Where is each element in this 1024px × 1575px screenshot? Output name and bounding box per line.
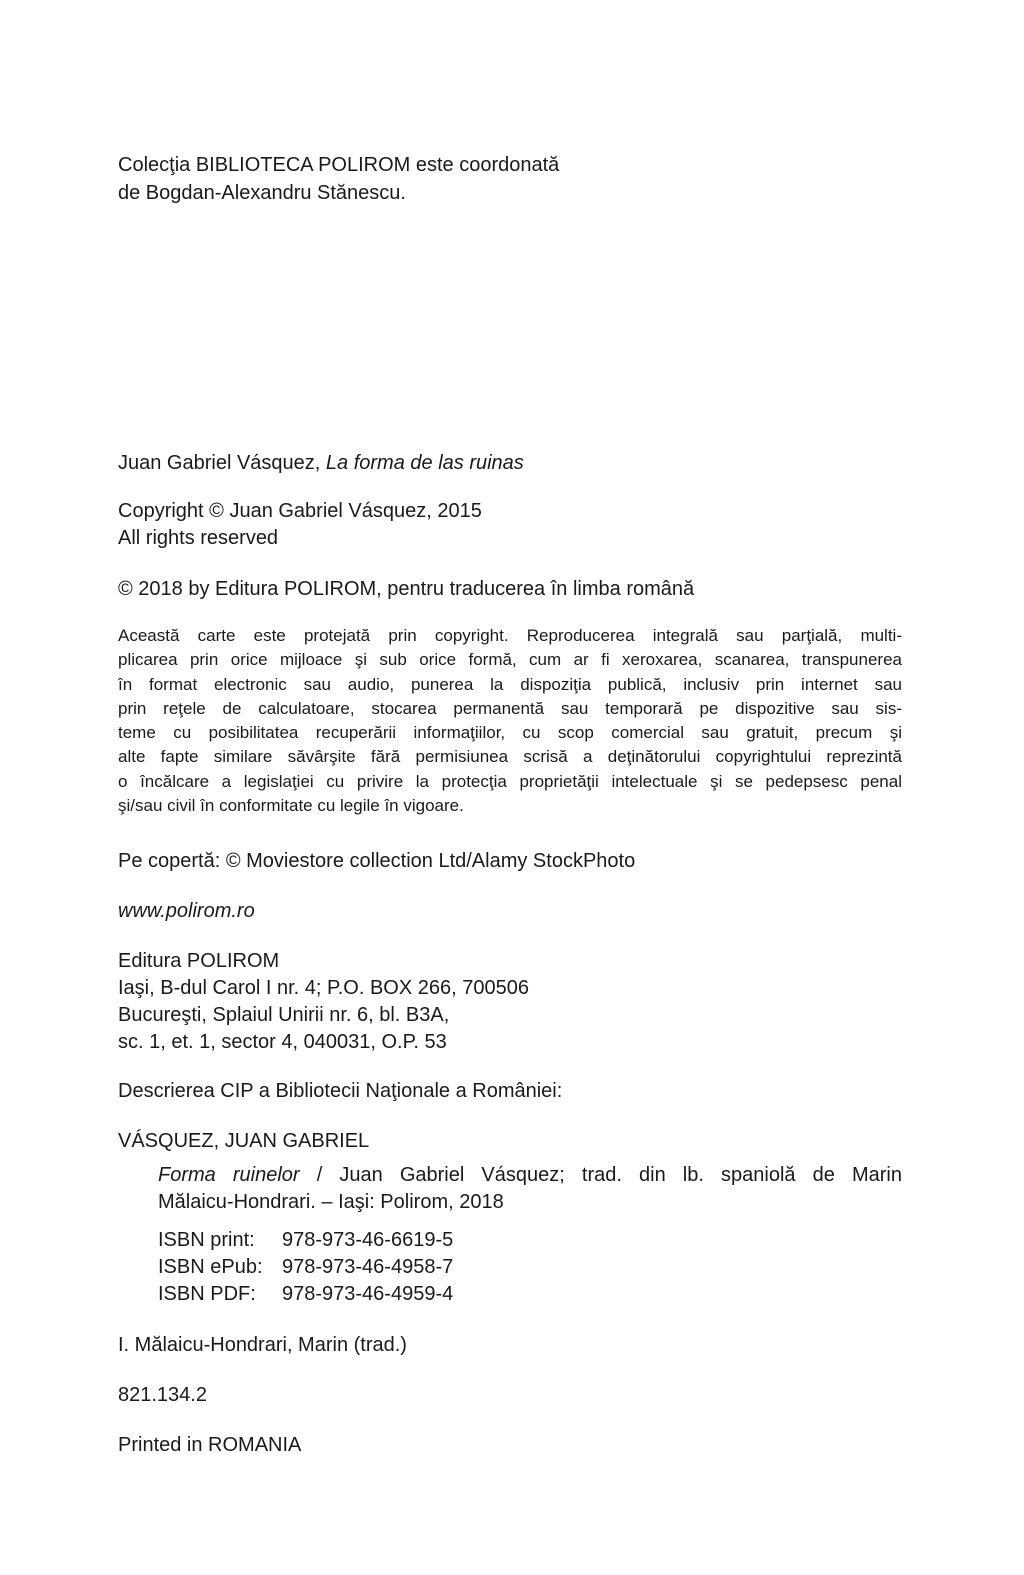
publisher-address-2: Bucureşti, Splaiul Unirii nr. 6, bl. B3A, [118, 1004, 450, 1026]
website-link[interactable] [118, 898, 255, 924]
cip-title-italic: Forma ruinelor [158, 1164, 300, 1186]
publisher-name: Editura POLIROM [118, 950, 280, 972]
website-text: www.polirom.ro [118, 900, 255, 922]
legal-line: în format electronic sau audio, punerea la dispoziţia publică, inclusiv prin internet sau [118, 674, 902, 694]
cip-heading: Descrierea CIP a Bibliotecii Naţionale a României: [118, 1080, 563, 1102]
legal-line: teme cu posibilitatea recuperării informaţiilor, cu scop comercial sau gratuit, precum şi [118, 723, 902, 743]
cip-description-rest: / Juan Gabriel Vásquez; trad. din lb. spaniolă de Marin [299, 1164, 902, 1186]
legal-notice [118, 624, 902, 818]
isbn-pdf [158, 1281, 453, 1307]
isbn-value: 978-973-46-6619-5 [282, 1229, 454, 1251]
translation-copyright: © 2018 by Editura POLIROM, pentru traducerea în limba română [118, 578, 695, 600]
publisher-address-3: sc. 1, et. 1, sector 4, 040031, O.P. 53 [118, 1031, 447, 1053]
isbn-value: 978-973-46-4959-4 [282, 1283, 454, 1305]
publisher-address-1: Iaşi, B-dul Carol I nr. 4; P.O. BOX 266, 700506 [118, 977, 529, 999]
cip-description [158, 1162, 902, 1216]
legal-line: prin reţele de calculatoare, stocarea permanentă sau temporară pe dispozitive sau sis- [118, 698, 902, 718]
isbn-epub [158, 1254, 453, 1280]
rights-reserved: All rights reserved [118, 527, 279, 549]
classification-number: 821.134.2 [118, 1384, 207, 1406]
cover-credit: Pe copertă: © Moviestore collection Ltd/Alamy StockPhoto [118, 850, 636, 872]
isbn-label: ISBN PDF: [158, 1283, 256, 1305]
cip-author-heading: VÁSQUEZ, JUAN GABRIEL [118, 1130, 370, 1152]
legal-line: o încălcare a legislaţiei cu privire la protecţia proprietăţii intelectuale şi se pedepsesc penal [118, 771, 902, 791]
original-author: Juan Gabriel Vásquez, [118, 452, 326, 474]
series-note-line-1: Colecţia BIBLIOTECA POLIROM este coordonată [118, 154, 560, 176]
original-title-italic: La forma de las ruinas [325, 452, 524, 474]
cip-description-line-1 [158, 1162, 902, 1189]
isbn-print [158, 1227, 453, 1253]
copyright-line: Copyright © Juan Gabriel Vásquez, 2015 [118, 500, 482, 522]
isbn-label: ISBN print: [158, 1229, 255, 1251]
original-title [118, 450, 524, 476]
translator-entry: I. Mălaicu-Hondrari, Marin (trad.) [118, 1334, 407, 1356]
legal-line: alte fapte similare săvârşite fără permisiunea scrisă a deţinătorului copyrightului reprezintă [118, 747, 902, 767]
legal-line: şi/sau civil în conformitate cu legile în vigoare. [118, 796, 464, 816]
isbn-value: 978-973-46-4958-7 [282, 1256, 454, 1278]
isbn-label: ISBN ePub: [158, 1256, 263, 1278]
legal-line: Această carte este protejată prin copyright. Reproducerea integrală sau parţială, multi- [118, 626, 902, 645]
series-note-line-2: de Bogdan-Alexandru Stănescu. [118, 182, 406, 204]
cip-description-line-2: Mălaicu-Hondrari. – Iaşi: Polirom, 2018 [158, 1191, 504, 1213]
legal-line: plicarea prin orice mijloace şi sub orice formă, cum ar fi xeroxarea, scanarea, transpunerea [118, 650, 902, 670]
printed-in: Printed in ROMANIA [118, 1434, 302, 1456]
